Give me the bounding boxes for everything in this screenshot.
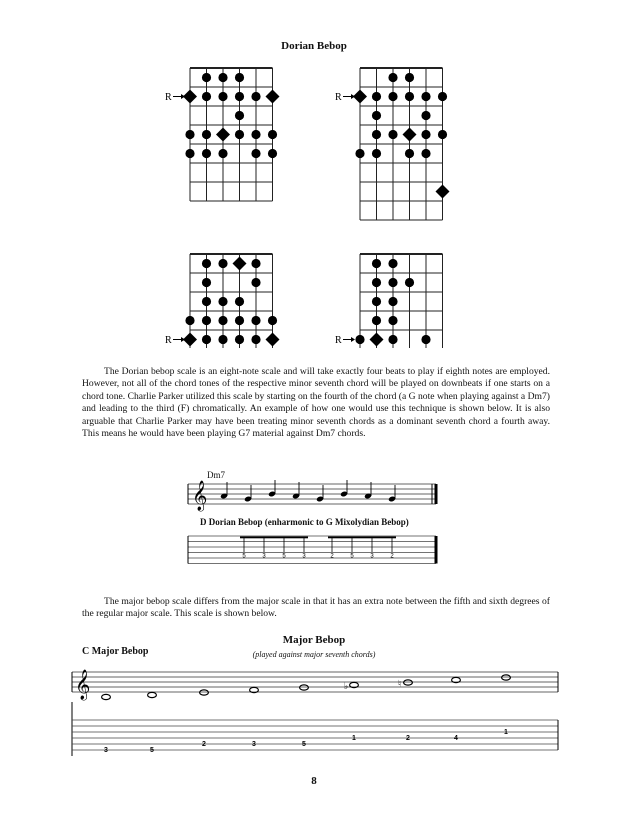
root-note-marker <box>183 333 197 347</box>
example2-title: Major Bebop <box>282 634 346 646</box>
scale-note-dot <box>421 130 430 139</box>
scale-note-dot <box>235 130 244 139</box>
accidental: ♮ <box>398 679 402 690</box>
scale-note-dot <box>405 149 414 158</box>
scale-note-dot <box>185 130 194 139</box>
scale-note-dot <box>372 278 381 287</box>
scale-note-dot <box>251 278 260 287</box>
whole-note <box>502 675 511 680</box>
root-note-marker <box>266 333 280 347</box>
scale-note-dot <box>388 297 397 306</box>
tab-number: 5 <box>150 747 154 754</box>
scale-note-dot <box>438 92 447 101</box>
scale-note-dot <box>251 316 260 325</box>
scale-note-dot <box>251 92 260 101</box>
scale-note-dot <box>202 278 211 287</box>
scale-note-dot <box>372 259 381 268</box>
tab-number: 5 <box>242 553 246 560</box>
scale-note-dot <box>355 335 364 344</box>
tab-number: 1 <box>504 729 508 736</box>
root-label: R <box>165 335 172 346</box>
root-note-marker <box>353 90 367 104</box>
whole-note <box>148 692 157 697</box>
tab-number: 2 <box>330 553 334 560</box>
tab-number: 2 <box>202 741 206 748</box>
scale-note-dot <box>355 149 364 158</box>
root-note-marker <box>403 128 417 142</box>
scale-note-dot <box>372 149 381 158</box>
scale-note-dot <box>268 130 277 139</box>
scale-note-dot <box>235 335 244 344</box>
scale-note-dot <box>372 111 381 120</box>
scale-note-dot <box>235 92 244 101</box>
tab-number: 3 <box>302 553 306 560</box>
treble-clef: 𝄞 <box>75 670 91 700</box>
tab-beam <box>240 537 308 539</box>
scale-note-dot <box>251 259 260 268</box>
scale-note-dot <box>388 92 397 101</box>
scale-note-dot <box>251 130 260 139</box>
example2-left-label: C Major Bebop <box>82 646 149 657</box>
scale-note-dot <box>202 149 211 158</box>
example1-caption: D Dorian Bebop (enharmonic to G Mixolydian Bebop) <box>200 517 409 527</box>
scale-note-dot <box>372 92 381 101</box>
scale-note-dot <box>202 92 211 101</box>
scale-note-dot <box>405 73 414 82</box>
scale-note-dot <box>218 149 227 158</box>
page-title: Dorian Bebop <box>281 40 347 52</box>
accidental: ♭ <box>344 682 349 692</box>
scale-note-dot <box>202 73 211 82</box>
scale-note-dot <box>218 335 227 344</box>
scale-note-dot <box>202 335 211 344</box>
whole-note <box>102 694 111 699</box>
scale-note-dot <box>218 73 227 82</box>
scale-note-dot <box>202 297 211 306</box>
scale-note-dot <box>218 92 227 101</box>
scale-note-dot <box>421 149 430 158</box>
tab-number: 3 <box>104 747 108 754</box>
scale-note-dot <box>218 297 227 306</box>
scale-note-dot <box>388 316 397 325</box>
scale-note-dot <box>202 130 211 139</box>
scale-note-dot <box>405 92 414 101</box>
scale-note-dot <box>421 335 430 344</box>
scale-note-dot <box>218 316 227 325</box>
scale-note-dot <box>388 130 397 139</box>
tab-number: 5 <box>282 553 286 560</box>
root-note-marker <box>370 333 384 347</box>
root-arrowhead <box>181 337 185 342</box>
scale-note-dot <box>235 316 244 325</box>
root-label: R <box>165 92 172 103</box>
paragraph-major-bebop: The major bebop scale differs from the major scale in that it has an extra note between the fifth and sixth degrees of the regular major scale. This scale is shown below. <box>82 596 550 620</box>
scale-diagram-2 <box>330 62 460 232</box>
whole-note <box>404 680 413 685</box>
tab-number: 3 <box>370 553 374 560</box>
scale-note-dot <box>438 130 447 139</box>
scale-note-dot <box>405 278 414 287</box>
scale-diagram-4 <box>330 248 460 348</box>
scale-note-dot <box>202 316 211 325</box>
scale-note-dot <box>388 335 397 344</box>
scale-note-dot <box>251 335 260 344</box>
root-note-marker <box>436 185 450 199</box>
tab-number: 5 <box>350 553 354 560</box>
tab-number: 5 <box>302 741 306 748</box>
root-note-marker <box>183 90 197 104</box>
scale-diagram-3 <box>160 248 300 348</box>
scale-note-dot <box>421 92 430 101</box>
tab-number: 3 <box>252 741 256 748</box>
whole-note <box>300 685 309 690</box>
root-arrowhead <box>351 94 355 99</box>
root-arrowhead <box>181 94 185 99</box>
scale-note-dot <box>185 149 194 158</box>
tab-number: 2 <box>390 553 394 560</box>
scale-note-dot <box>372 297 381 306</box>
scale-note-dot <box>388 259 397 268</box>
tab-beam <box>328 537 396 539</box>
root-note-marker <box>233 257 247 271</box>
chord-symbol: Dm7 <box>207 470 225 480</box>
scale-note-dot <box>421 111 430 120</box>
scale-note-dot <box>388 278 397 287</box>
scale-note-dot <box>251 149 260 158</box>
root-label: R <box>335 92 342 103</box>
scale-note-dot <box>268 149 277 158</box>
tab-number: 4 <box>454 735 458 742</box>
root-note-marker <box>216 128 230 142</box>
paragraph-dorian: The Dorian bebop scale is an eight-note scale and will take exactly four beats to play if eighth notes are employed. However, not all of the chord tones of the respective minor seventh chord will be played on downbeats if one starts on a chord tone. Charlie Parker utilized this scale by starting on the fourth of the chord (a G note when playing against a Dm7) and leading to the third (F) chromatically. An example of how one would use this technique is shown below. It is also arguable that Charlie Parker may have been treating minor seventh chords as a dominant seventh chord a fourth away. This means he would have been playing G7 material against Dm7 chords. <box>82 366 550 440</box>
page-number: 8 <box>311 775 317 787</box>
tab-number: 3 <box>262 553 266 560</box>
scale-note-dot <box>372 316 381 325</box>
treble-clef: 𝄞 <box>192 481 208 511</box>
root-arrowhead <box>351 337 355 342</box>
scale-diagram-1 <box>160 62 300 212</box>
scale-note-dot <box>235 297 244 306</box>
scale-note-dot <box>388 73 397 82</box>
root-label: R <box>335 335 342 346</box>
scale-note-dot <box>372 130 381 139</box>
scale-note-dot <box>235 111 244 120</box>
root-note-marker <box>266 90 280 104</box>
example2-subtitle: (played against major seventh chords) <box>252 650 376 659</box>
scale-note-dot <box>235 73 244 82</box>
scale-note-dot <box>202 259 211 268</box>
tab-number: 2 <box>406 735 410 742</box>
scale-note-dot <box>218 259 227 268</box>
scale-note-dot <box>268 316 277 325</box>
scale-note-dot <box>185 316 194 325</box>
major-bebop-example <box>70 664 562 764</box>
whole-note <box>200 690 209 695</box>
tab-number: 1 <box>352 735 356 742</box>
